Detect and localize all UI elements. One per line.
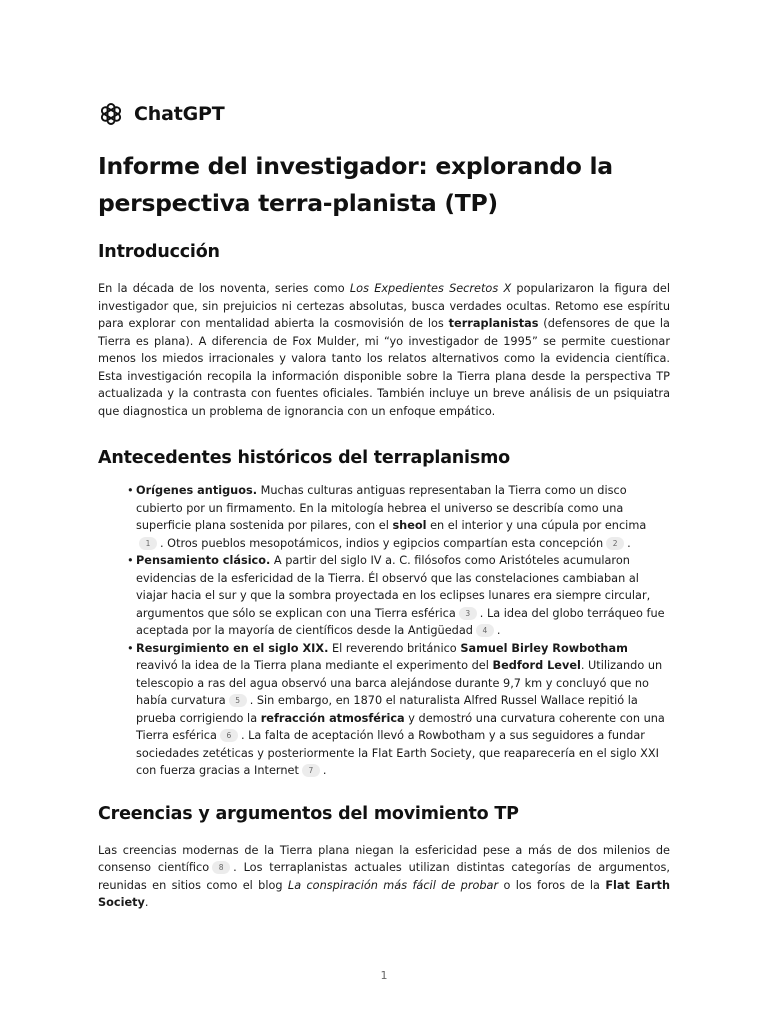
text-span: (defensores de que la Tierra es plana). A diferencia de Fox Mulder, mi “yo investigador de 1995” se permite cuestionar menos los miedos irracionales y valora tanto los relatos alternativos como la evidencia científica. Esta investigación recopila la información disponible sobre la Tierra plana desde la perspectiva TP actualizada y la contrasta con fuentes oficiales. También incluye un breve análisis de un psiquiatra que diagnostica un problema de ignorancia con un enfoque empático. xyxy=(98,317,670,418)
citation-badge[interactable]: 4 xyxy=(476,624,494,637)
bullet-marker: • xyxy=(127,554,134,567)
brand-header xyxy=(98,98,670,130)
text-span: . Sin embargo, en 1870 el naturalista Alfred Russel Wallace repitió la prueba corrigiendo la xyxy=(136,694,638,725)
list-item xyxy=(128,640,670,780)
text-span: . Otros pueblos mesopotámicos, indios y egipcios compartían esta concepción xyxy=(160,536,604,550)
citation-badge[interactable]: 5 xyxy=(229,694,247,707)
intro-paragraph xyxy=(98,280,670,420)
text-span: . Los terraplanistas actuales utilizan distintas categorías de argumentos, reunidas en sitios como el blog xyxy=(98,861,671,892)
term-bold: Samuel Birley Rowbotham xyxy=(460,641,628,655)
blog-title: La conspiración más fácil de probar xyxy=(287,878,499,892)
text-span: Las creencias modernas de la Tierra plana niegan la esfericidad pese a más de dos milenios de consenso científico xyxy=(98,843,670,874)
text-span: A partir del siglo IV a. C. filósofos como Aristóteles acumularon evidencias de la esfericidad de la Tierra. Él observó que las constelaciones cambiaban al viajar hacia el sur y que la sombra proyectada en los eclipses lunares era siempre circular, argumentos que sólo se explican con una Tierra esférica xyxy=(136,554,651,620)
citation-badge[interactable]: 6 xyxy=(220,729,238,742)
text-span: En la década de los noventa, series como xyxy=(98,282,350,295)
citation-badge[interactable]: 3 xyxy=(459,607,477,620)
section-heading-introduccion: Introducción xyxy=(98,242,220,262)
list-item-lead: Pensamiento clásico. xyxy=(136,554,271,567)
openai-logo-icon xyxy=(98,101,124,127)
term-bold: Bedford Level xyxy=(492,659,581,672)
text-span: . La idea del globo terráqueo fue aceptada por la mayoría de científicos desde la Antigüedad xyxy=(136,606,665,637)
term-bold: terraplanistas xyxy=(448,317,539,330)
citation-badge[interactable]: 8 xyxy=(212,861,230,874)
section-heading-creencias: Creencias y argumentos del movimiento TP xyxy=(98,803,519,824)
citation-badge[interactable]: 2 xyxy=(606,537,624,550)
list-item-lead: Orígenes antiguos. xyxy=(136,484,258,497)
bullet-marker: • xyxy=(127,484,134,497)
text-span: . xyxy=(322,764,327,777)
section-heading-antecedentes: Antecedentes históricos del terraplanismo xyxy=(98,448,510,468)
text-span: o los foros de la xyxy=(498,878,606,892)
beliefs-paragraph xyxy=(98,842,670,912)
text-span: reavivó la idea de la Tierra plana mediante el experimento del xyxy=(136,659,493,672)
bullet-marker: • xyxy=(127,641,134,655)
text-span: . xyxy=(627,536,631,550)
citation-badge[interactable]: 1 xyxy=(139,537,157,550)
text-span: . Utilizando un telescopio a ras del agua observó una barca alejándose durante 9,7 km y concluyó que no había curvatura xyxy=(136,659,663,707)
series-title: Los Expedientes Secretos X xyxy=(349,282,512,295)
list-item xyxy=(128,482,670,552)
list-item-lead: Resurgimiento en el siglo XIX. xyxy=(136,641,329,655)
document-page xyxy=(98,98,670,912)
term-bold: Flat Earth Society xyxy=(98,878,670,909)
citation-badge[interactable]: 7 xyxy=(302,764,320,777)
text-span: Muchas culturas antiguas representaban la Tierra como un disco cubierto por un firmamento. En la mitología hebrea el universo se describía como una superficie plana sostenida por pilares, con el xyxy=(136,484,627,532)
text-span: El reverendo británico xyxy=(328,641,461,655)
term-bold: refracción atmosférica xyxy=(260,711,405,725)
list-item xyxy=(128,552,670,640)
text-span: . xyxy=(144,896,149,909)
text-span: . xyxy=(496,624,501,637)
text-span: popularizaron la figura del investigador que, sin prejuicios ni certezas absolutas, busca verdades ocultas. Retomo ese espíritu para explorar con mentalidad abierta la cosmovisión de los xyxy=(98,282,671,330)
document-title: Informe del investigador: explorando la perspectiva terra-planista (TP) xyxy=(98,152,613,217)
term-bold: sheol xyxy=(392,519,427,532)
text-span: en el interior y una cúpula por encima xyxy=(426,519,647,532)
page-number: 1 xyxy=(380,969,388,982)
brand-name: ChatGPT xyxy=(134,103,225,125)
text-span: . La falta de aceptación llevó a Rowbotham y a sus seguidores a fundar sociedades zetéticas y posteriormente la Flat Earth Society, que reaparecería en el siglo XXI con fuerza gracias a Internet xyxy=(136,729,659,777)
history-list xyxy=(98,482,670,780)
text-span: y demostró una curvatura coherente con una Tierra esférica xyxy=(136,711,665,742)
